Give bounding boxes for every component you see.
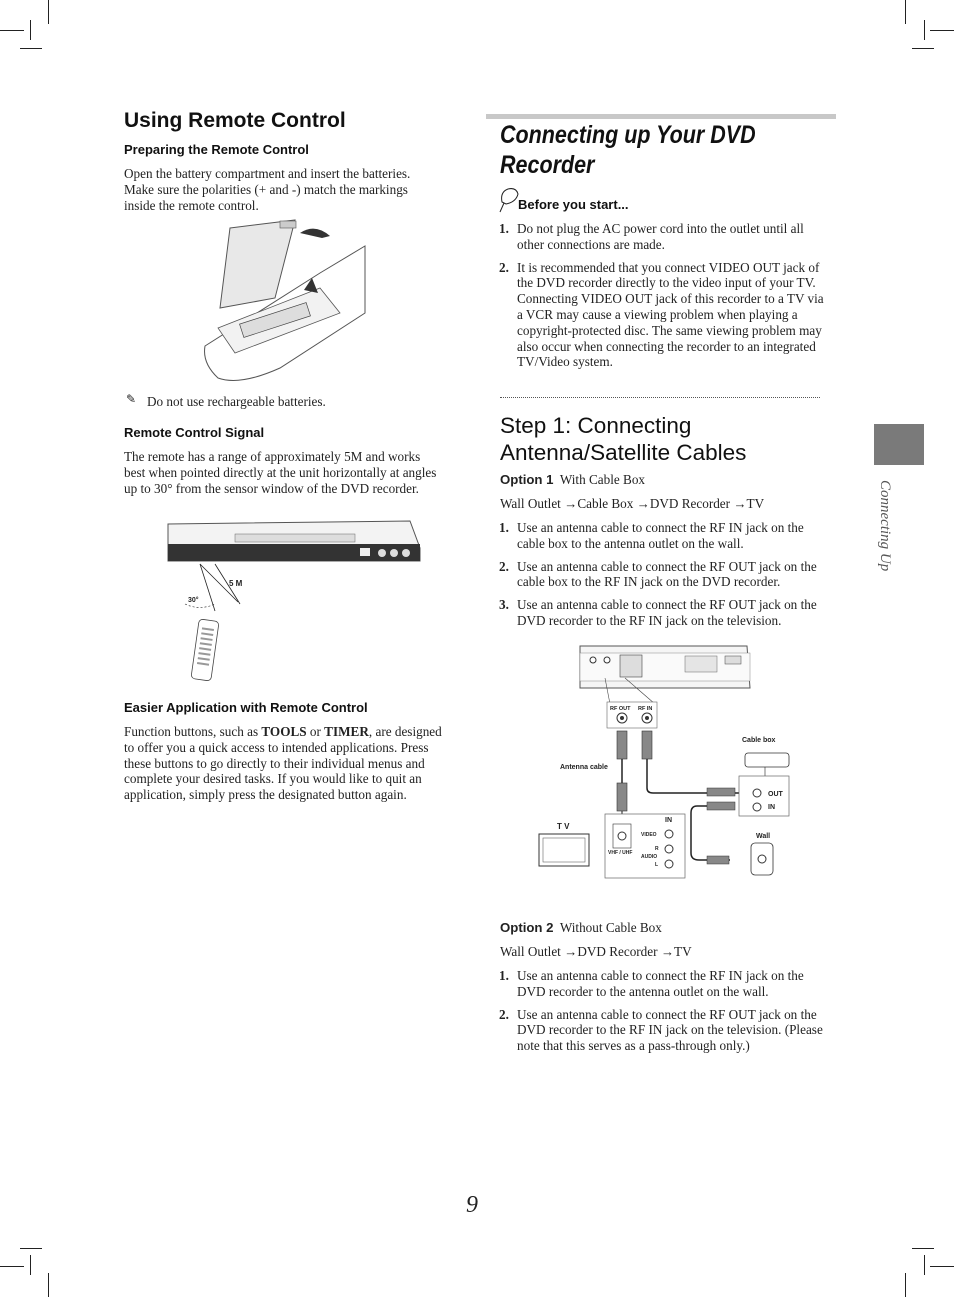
rf-out-label: RF OUT [610, 706, 631, 712]
rf-in-label: RF IN [638, 706, 653, 712]
battery-illustration [200, 218, 370, 384]
before-list [499, 221, 829, 377]
connection-diagram [525, 638, 800, 886]
side-label: Connecting Up [877, 480, 893, 572]
r-label: R [655, 846, 659, 852]
option2-path: Wall Outlet →DVD Recorder →TV [500, 944, 692, 959]
list-item: 1. Use an antenna cable to connect the RF IN jack on the DVD recorder to the antenna outlet on the wall. [499, 968, 804, 999]
crop-mark [930, 30, 954, 31]
crop-mark [905, 0, 906, 24]
crop-mark [924, 1255, 925, 1275]
crop-mark [930, 1266, 954, 1267]
signal-illustration [160, 516, 425, 686]
preparing-text: Open the battery compartment and insert the batteries. Make sure the polarities (+ and -) match the markings inside the remote control. [124, 166, 411, 213]
crop-mark [905, 1273, 906, 1297]
before-heading: Before you start... [518, 197, 629, 212]
angle-label: 30° [188, 597, 199, 604]
audio-label: AUDIO [641, 854, 658, 860]
antenna-cable-label: Antenna cable [560, 764, 608, 771]
crop-mark [20, 48, 42, 49]
cable-box-label: Cable box [742, 737, 776, 744]
crop-mark [20, 1248, 42, 1249]
pencil-note-icon [498, 186, 520, 214]
note-icon: ✎ [126, 392, 137, 406]
list-item: 1. Use an antenna cable to connect the RF IN jack on the cable box to the antenna outlet on the wall. [499, 520, 804, 551]
option1-path: Wall Outlet →Cable Box →DVD Recorder →TV [500, 496, 765, 511]
cable-box-in-label: IN [768, 804, 775, 811]
list-item: 2. It is recommended that you connect VIDEO OUT jack of the DVD recorder directly to the video input of your TV. Connecting VIDEO OUT jack of this recorder to a TV via a VCR may cause a viewing problem when playing a copyright-protected disc. The same viewing problem may also occur when connecting the recorder to an integrated TV/Video system. [499, 259, 824, 370]
crop-mark [912, 1248, 934, 1249]
section-title-remote: Using Remote Control [124, 109, 346, 132]
cable-box-out-label: OUT [768, 791, 783, 798]
tv-in-label: IN [665, 817, 672, 824]
list-item: 3. Use an antenna cable to connect the RF OUT jack on the DVD recorder to the RF IN jack on the television. [499, 597, 817, 628]
option1-line: Option 1 With Cable Box [500, 472, 646, 487]
l-label: L [655, 862, 659, 868]
tools-keyword: TOOLS [261, 724, 307, 739]
list-item: 2. Use an antenna cable to connect the RF OUT jack on the cable box to the RF IN jack on the DVD recorder. [499, 558, 817, 590]
timer-keyword: TIMER [324, 724, 369, 739]
wall-label: Wall [756, 833, 771, 840]
title-rule [486, 114, 836, 119]
vhf-label: VHF / UHF [608, 850, 633, 856]
video-label: VIDEO [641, 832, 657, 838]
page-number: 9 [466, 1192, 478, 1218]
crop-mark [30, 1255, 31, 1275]
signal-text: The remote has a range of approximately 5M and works best when pointed directly at the unit horizontally at angles up to 30° from the sensor window of the DVD recorder. [124, 449, 437, 496]
option1-list [499, 520, 829, 636]
note-text: Do not use rechargeable batteries. [147, 394, 326, 409]
crop-mark [0, 1266, 24, 1267]
heading-signal: Remote Control Signal [124, 425, 265, 440]
list-item: 2. Use an antenna cable to connect the RF OUT jack on the DVD recorder to the RF IN jack on the television. (Please note that this serves as a pass-through only.) [499, 1006, 823, 1054]
main-title: Connecting up Your DVD Recorder [500, 121, 756, 179]
option2-line: Option 2 Without Cable Box [500, 920, 662, 935]
dotted-divider [500, 397, 820, 398]
tv-label: T V [557, 822, 570, 831]
step-title: Step 1: Connecting Antenna/Satellite Cables [500, 413, 747, 465]
heading-preparing: Preparing the Remote Control [124, 142, 309, 157]
option2-list [499, 968, 829, 1061]
list-item: 1. Do not plug the AC power cord into the outlet until all other connections are made. [499, 221, 804, 252]
crop-mark [48, 0, 49, 24]
side-tab [874, 424, 924, 465]
crop-mark [30, 20, 31, 40]
heading-easier: Easier Application with Remote Control [124, 700, 368, 715]
crop-mark [48, 1273, 49, 1297]
range-label: 5 M [229, 579, 243, 588]
crop-mark [0, 30, 24, 31]
crop-mark [912, 48, 934, 49]
crop-mark [924, 20, 925, 40]
easier-text: Function buttons, such as TOOLS or TIMER, are designed to offer you a quick access to intended applications. Press these buttons to go directly to their individual menus and complete your desired tasks. If you would like to quit an application, simply press the designated button again. [124, 724, 442, 803]
